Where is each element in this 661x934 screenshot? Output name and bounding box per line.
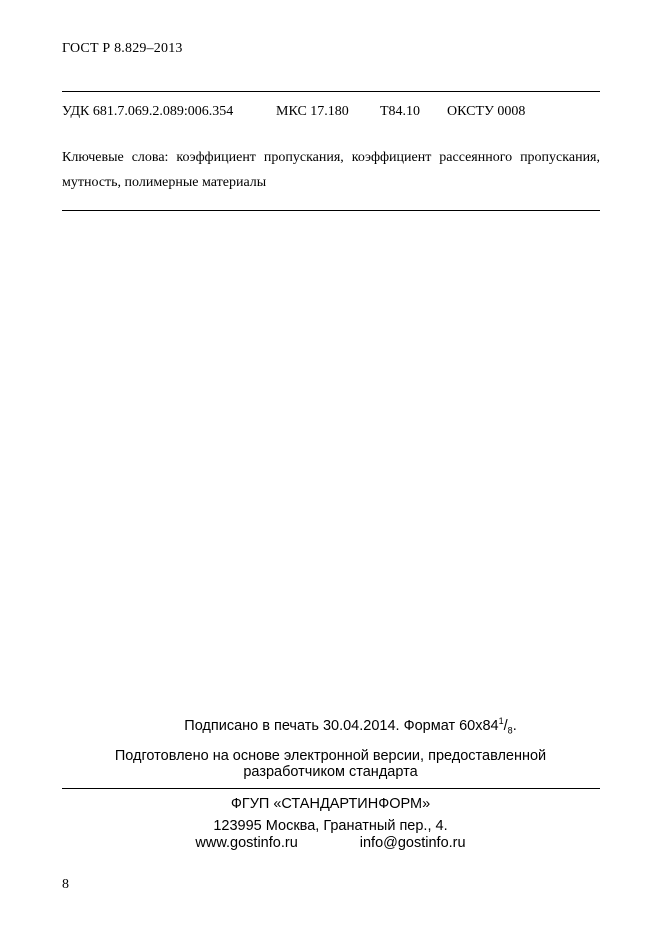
okstu-code: ОКСТУ 0008 [447, 104, 526, 119]
udk-code: УДК 681.7.069.2.089:006.354 [62, 104, 234, 119]
prepared-note [0, 748, 661, 780]
standard-code: ГОСТ Р 8.829–2013 [62, 41, 183, 56]
imprint-divider [62, 788, 600, 789]
prepared-line-1: Подготовлено на основе электронной версии, предоставленной [114, 748, 547, 764]
format-suffix: . [512, 717, 517, 734]
format-denominator: 8 [507, 725, 513, 736]
signed-for-print [20, 716, 661, 736]
top-divider [62, 91, 600, 92]
publisher-name: ФГУП «СТАНДАРТИНФОРМ» [230, 796, 431, 812]
keywords-paragraph: Ключевые слова: коэффициент пропускания, коэффициент рассеянного пропускания, мутность, полимерные материалы [62, 150, 600, 190]
format-numerator: 1 [498, 716, 504, 726]
publisher-address: 123995 Москва, Гранатный пер., 4. [213, 818, 448, 834]
format-slash: / [503, 717, 508, 734]
signed-text: Подписано в печать 30.04.2014. Формат 60х84 [184, 717, 499, 734]
t-code: Т84.10 [380, 104, 421, 119]
prepared-line-2: разработчиком стандарта [243, 764, 418, 780]
keywords-divider [62, 210, 600, 211]
publisher-contacts [0, 835, 661, 851]
email-link[interactable]: info@gostinfo.ru [359, 835, 466, 851]
mks-code: МКС 17.180 [276, 104, 349, 119]
page-number: 8 [62, 877, 69, 892]
classification-line [62, 104, 525, 120]
website-link[interactable]: www.gostinfo.ru [195, 835, 298, 851]
